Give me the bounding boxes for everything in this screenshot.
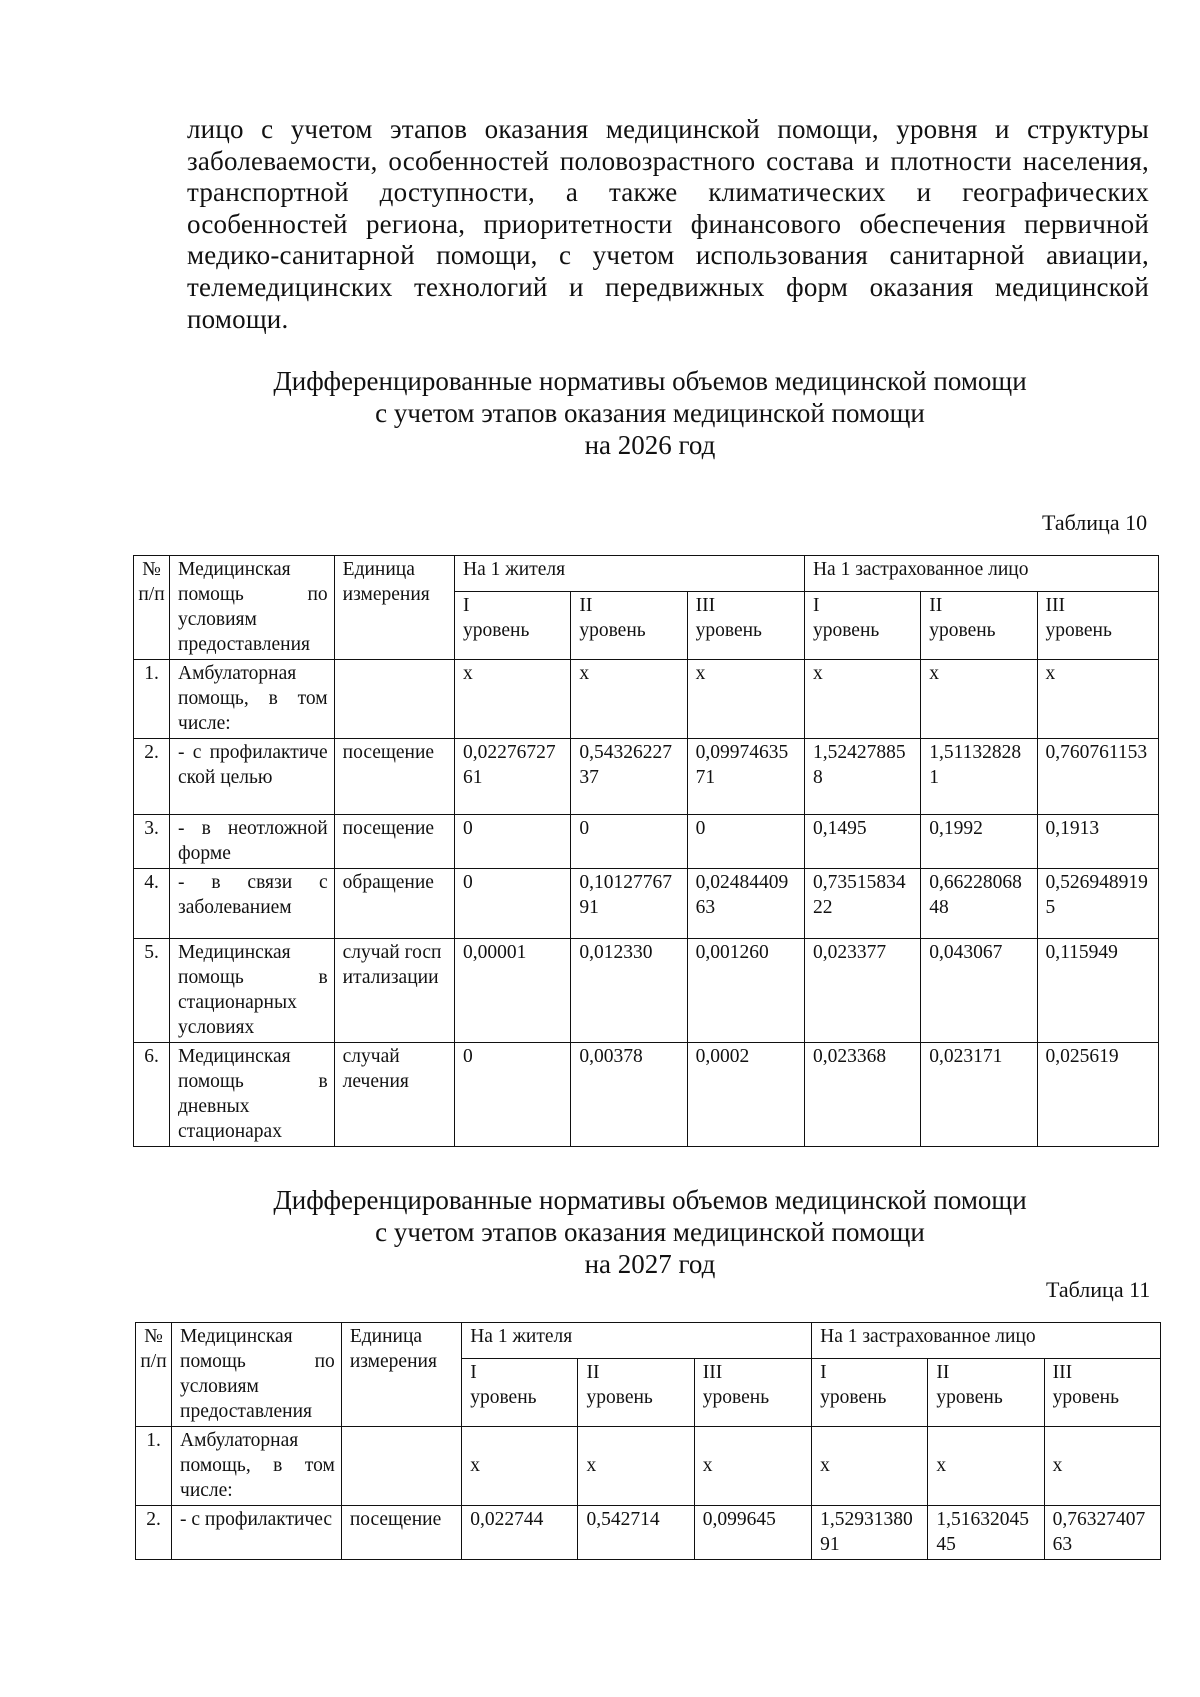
level-header: III уровень [1037,592,1158,660]
level-header: III уровень [694,1359,811,1427]
header-row [134,556,1159,592]
header-per-resident: На 1 жителя [462,1323,812,1359]
header-type [172,1323,342,1427]
level-header: II уровень [578,1359,694,1427]
level-header: III уровень [687,592,804,660]
header-type-rest: условиям предоставления [180,1376,313,1422]
level-header: II уровень [571,592,687,660]
table-row: 1. Амбулаторная помощь, в том числе: х х х х х х [136,1427,1161,1506]
table-11 [135,1322,1161,1560]
level-header: II уровень [921,592,1037,660]
title-line: Дифференцированные нормативы объемов медицинской помощи [273,366,1027,396]
level-header: I уровень [462,1359,578,1427]
table-row: 6. Медицинская помощь в дневных стационарах случай лечения 0 0,00378 0,0002 0,023368 0,023171 0,025619 [134,1043,1159,1147]
section-title-2026 [150,365,1150,461]
header-unit: Единица измерения [334,556,454,660]
header-type-word: по [314,1351,335,1372]
header-type-word: Медицинская [180,1326,293,1347]
title-line: Дифференцированные нормативы объемов медицинской помощи [273,1185,1027,1215]
header-type-rest: условиям предоставления [178,609,311,655]
table-row: 5. Медицинская помощь в стационарных условиях случай госпитализации 0,00001 0,012330 0,001260 0,023377 0,043067 0,115949 [134,939,1159,1043]
header-type-word: Медицинская [178,559,291,580]
level-header: II уровень [928,1359,1044,1427]
header-type-word: помощь [178,584,244,605]
header-type-word: по [307,584,328,605]
intro-paragraph: лицо с учетом этапов оказания медицинской помощи, уровня и структуры заболеваемости, особенностей половозрастного состава и плотности населения, транспортной доступности, а также климатических и географических особенностей региона, приоритетности финансового обеспечения первичной медико-санитарной помощи, с учетом использования санитарной авиации, телемедицинских технологий и передвижных форм оказания медицинской помощи. [187,114,1149,334]
header-row [136,1323,1161,1359]
header-per-resident: На 1 жителя [455,556,805,592]
header-num: № п/п [134,556,170,660]
header-per-insured: На 1 застрахованное лицо [812,1323,1161,1359]
header-num: № п/п [136,1323,172,1427]
table-row: 2. - с профилактической целью посещение 0,0227672761 0,5432622737 0,0997463571 1,524278858 1,511328281 0,760761153 [134,739,1159,815]
table-row: 4. - в связи с заболеванием обращение 0 0,1012776791 0,0248440963 0,7351583422 0,6622806848 0,5269489195 [134,869,1159,939]
level-header: III уровень [1044,1359,1160,1427]
header-unit: Единица измерения [341,1323,461,1427]
table-row: 2. - с профилактичес посещение 0,022744 0,542714 0,099645 1,5293138091 1,5163204545 0,7632740763 [136,1506,1161,1560]
table-10 [133,555,1159,1147]
level-header: I уровень [804,592,920,660]
header-per-insured: На 1 застрахованное лицо [804,556,1158,592]
title-line: на 2027 год [584,1249,716,1279]
level-header: I уровень [812,1359,928,1427]
table-row: 1. Амбулаторная помощь, в том числе: х х х х х х [134,660,1159,739]
title-line: на 2026 год [584,430,716,460]
level-header: I уровень [455,592,571,660]
section-title-2027 [150,1184,1150,1280]
header-type-word: помощь [180,1351,246,1372]
title-line: с учетом этапов оказания медицинской помощи [375,1217,925,1247]
table-label: Таблица 11 [1046,1277,1151,1302]
table-row: 3. - в неотложной форме посещение 0 0 0 0,1495 0,1992 0,1913 [134,815,1159,869]
title-line: с учетом этапов оказания медицинской помощи [375,398,925,428]
header-type [170,556,335,660]
table-label: Таблица 10 [1042,510,1148,535]
